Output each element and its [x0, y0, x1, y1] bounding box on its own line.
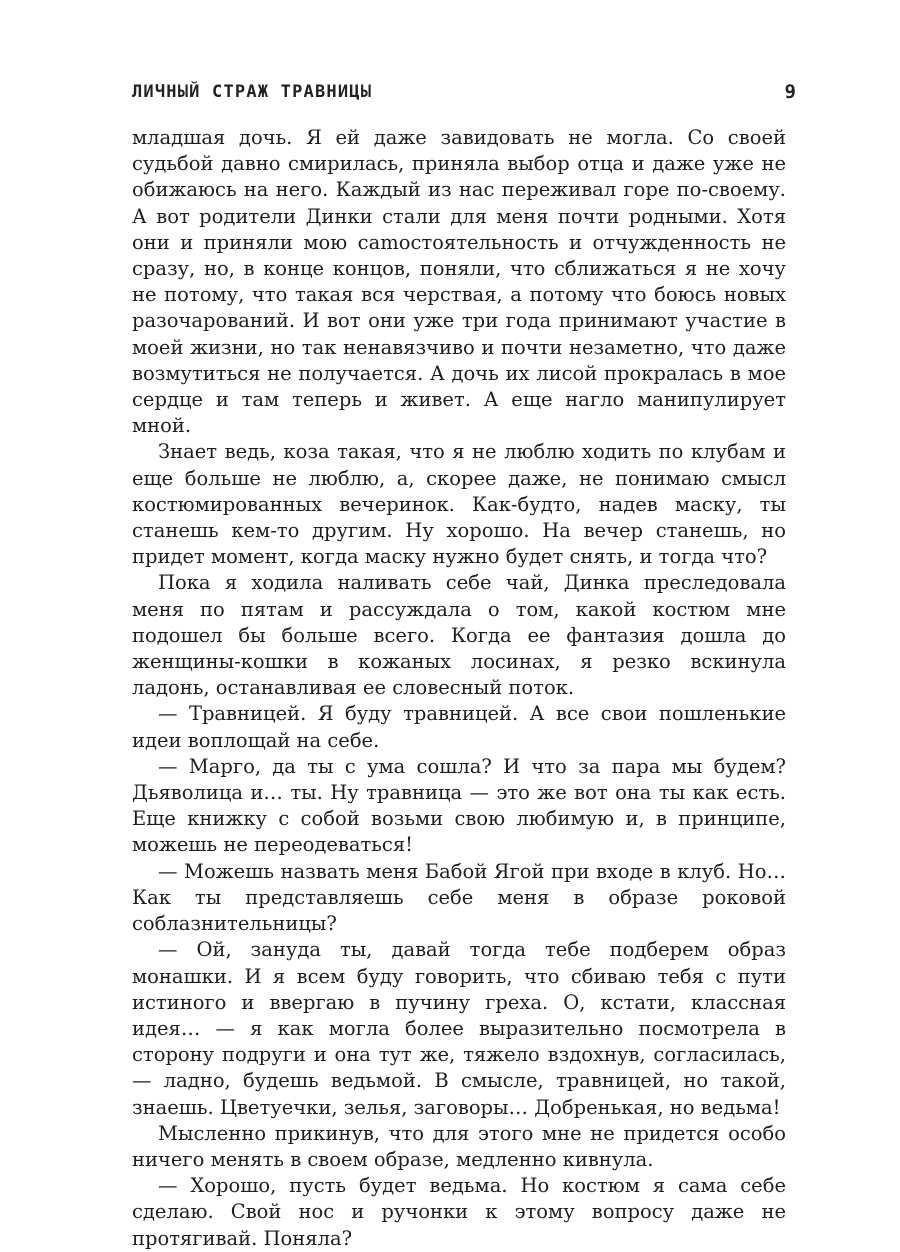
running-title: ЛИЧНЫЙ СТРАЖ ТРАВНИЦЫ: [132, 82, 373, 102]
paragraph: Знает ведь, коза такая, что я не люблю ходить по клубам и еще больше не люблю, а, скорее даже, не понимаю смысл костюмированных вечеринок. Как-будто, надев маску, ты станешь кем-то другим. Ну хорошо. На вечер станешь, но придет момент, когда маску нужно будет снять, и тогда что?: [132, 440, 786, 569]
dialogue-line: — Ой, зануда ты, давай тогда тебе подберем образ монашки. И я всем буду говорить, что сбиваю тебя с пути истиного и ввергаю в пучину греха. О, кстати, классная идея… — я как могла более выразительно посмотрела в сторону подруги и она тут же, тяжело вздохнув, согласилась, — ладно, будешь ведьмой. В смысле, травницей, но такой, знаешь. Цветуечки, зелья, заговоры… Добренькая, но ведьма!: [132, 938, 786, 1119]
paragraph: младшая дочь. Я ей даже завидовать не могла. Со своей судьбой давно смирилась, приняла выбор отца и даже уже не обижаюсь на него. Каждый из нас переживал горе по-своему. А вот родители Динки стали для меня почти родными. Хотя они и приняли мою саmостоятельность и отчужденность не сразу, но, в конце концов, поняли, что сближаться я не хочу не потому, что такая вся черствая, а потому что боюсь новых разочарований. И вот они уже три года принимают участие в моей жизни, но так ненавязчиво и почти незаметно, что даже возмутиться не получается. А дочь их лисой прокралась в мое сердце и там теперь и живет. А еще нагло манипулирует мной.: [132, 126, 786, 438]
dialogue-line: — Хорошо, пусть будет ведьма. Но костюм я сама себе сделаю. Свой нос и ручонки к этому вопросу даже не протягивай. Поняла?: [132, 1174, 786, 1250]
page-number: 9: [784, 81, 796, 103]
dialogue-line: — Травницей. Я буду травницей. А все свои пошленькие идеи воплощай на себе.: [132, 702, 786, 752]
paragraph: Мысленно прикинув, что для этого мне не придется особо ничего менять в своем образе, медленно кивнула.: [132, 1121, 786, 1171]
dialogue-line: — Марго, да ты с ума сошла? И что за пара мы будем? Дьяволица и… ты. Ну травница — это же вот она ты как есть. Еще книжку с собой возьми свою любимую и, в принципе, можешь не переодеваться!: [132, 754, 786, 857]
dialogue-line: — Можешь назвать меня Бабой Ягой при входе в клуб. Но… Как ты представляешь себе меня в образе роковой соблазнительницы?: [132, 859, 786, 936]
body-text: [132, 125, 786, 1252]
paragraph: Пока я ходила наливать себе чай, Динка преследовала меня по пятам и рассуждала о том, какой костюм мне подошел бы больше всего. Когда ее фантазия дошла до женщины-кошки в кожаных лосинах, я резко вскинула ладонь, останавливая ее словесный поток.: [132, 571, 786, 700]
running-header: [132, 82, 796, 112]
